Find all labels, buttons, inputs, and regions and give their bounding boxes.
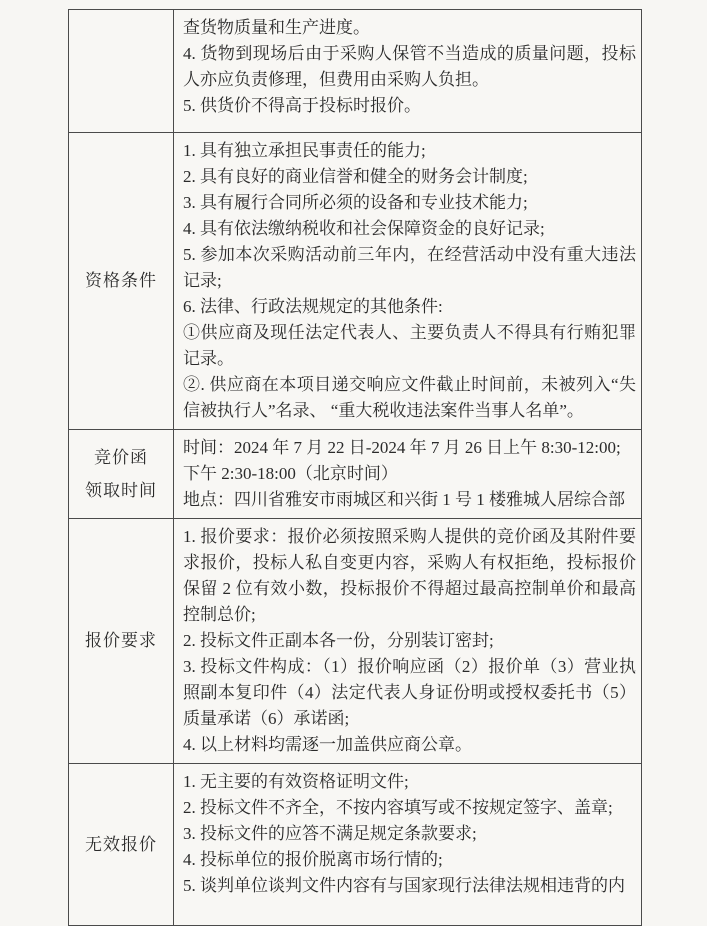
content-line: 2. 投标文件正副本各一份，分别装订密封; <box>183 631 494 650</box>
row-content-qualification-conditions <box>174 133 642 430</box>
row-header-label: 无效报价 <box>85 834 157 854</box>
content-line: 4. 以上材料均需逐一加盖供应商公章。 <box>183 735 472 754</box>
content-line: 1. 具有独立承担民事责任的能力; <box>183 141 426 160</box>
row-content-invalid-quotation <box>174 764 642 926</box>
table-body <box>69 10 642 926</box>
row-header-label: 领取时间 <box>85 480 157 500</box>
content-line: 1. 报价要求：报价必须按照采购人提供的竞价函及其附件要求报价，投标人私自变更内容，采购人有权拒绝，投标报价保留 2 位有效小数，投标报价不得超过最高控制单价和最高控制总价; <box>183 527 636 624</box>
content-line: 4. 投标单位的报价脱离市场行情的; <box>183 850 443 869</box>
row-content-bid-letter-collection-time <box>174 430 642 519</box>
content-line: 5. 谈判单位谈判文件内容有与国家现行法律法规相违背的内 <box>183 876 625 895</box>
content-line: 3. 投标文件构成：（1）报价响应函（2）报价单（3）营业执照副本复印件（4）法定代表人身证份明或授权委托书（5）质量承诺（6）承诺函; <box>183 657 636 728</box>
content-line: 5. 参加本次采购活动前三年内，在经营活动中没有重大违法记录; <box>183 245 636 290</box>
row-content-supply-terms-continued <box>174 10 642 133</box>
row-header-qualification-conditions <box>69 133 174 430</box>
content-line: 5. 供货价不得高于投标时报价。 <box>183 96 421 115</box>
row-header-label: 竞价函 <box>94 447 148 467</box>
content-line: 时间：2024 年 7 月 22 日-2024 年 7 月 26 日上午 8:30-12:00; <box>183 438 621 457</box>
procurement-terms-table <box>68 9 642 926</box>
content-line: 2. 具有良好的商业信誉和健全的财务会计制度; <box>183 167 528 186</box>
content-line: 查货物质量和生产进度。 <box>183 18 370 37</box>
table-row-qualification-conditions <box>69 133 642 430</box>
row-header-quotation-requirements <box>69 519 174 764</box>
content-line: 3. 具有履行合同所必须的设备和专业技术能力; <box>183 193 528 212</box>
table-row-bid-letter-collection-time <box>69 430 642 519</box>
content-line: 下午 2:30-18:00（北京时间） <box>183 464 398 483</box>
table-row-invalid-quotation <box>69 764 642 926</box>
row-header-bid-letter-collection-time <box>69 430 174 519</box>
content-line: ①供应商及现任法定代表人、主要负责人不得具有行贿犯罪记录。 <box>183 323 636 368</box>
content-line: 1. 无主要的有效资格证明文件; <box>183 772 409 791</box>
table-row-supply-terms-continued <box>69 10 642 133</box>
row-content-quotation-requirements <box>174 519 642 764</box>
content-line: ②. 供应商在本项目递交响应文件截止时间前，未被列入“失信被执行人”名录、 “重大税收违法案件当事人名单”。 <box>183 375 636 420</box>
row-header-label: 报价要求 <box>85 631 157 650</box>
row-header-label: 资格条件 <box>85 271 157 290</box>
row-header-invalid-quotation <box>69 764 174 926</box>
content-line: 2. 投标文件不齐全，不按内容填写或不按规定签字、盖章; <box>183 798 613 817</box>
content-line: 4. 货物到现场后由于采购人保管不当造成的质量问题，投标人亦应负责修理，但费用由采购人负担。 <box>183 44 636 89</box>
content-line: 6. 法律、行政法规规定的其他条件: <box>183 297 443 316</box>
content-line: 地点：四川省雅安市雨城区和兴街 1 号 1 楼雅城人居综合部 <box>183 490 625 509</box>
content-line: 3. 投标文件的应答不满足规定条款要求; <box>183 824 477 843</box>
table-row-quotation-requirements <box>69 519 642 764</box>
content-line: 4. 具有依法缴纳税收和社会保障资金的良好记录; <box>183 219 545 238</box>
row-header-supply-terms-continued <box>69 10 174 133</box>
